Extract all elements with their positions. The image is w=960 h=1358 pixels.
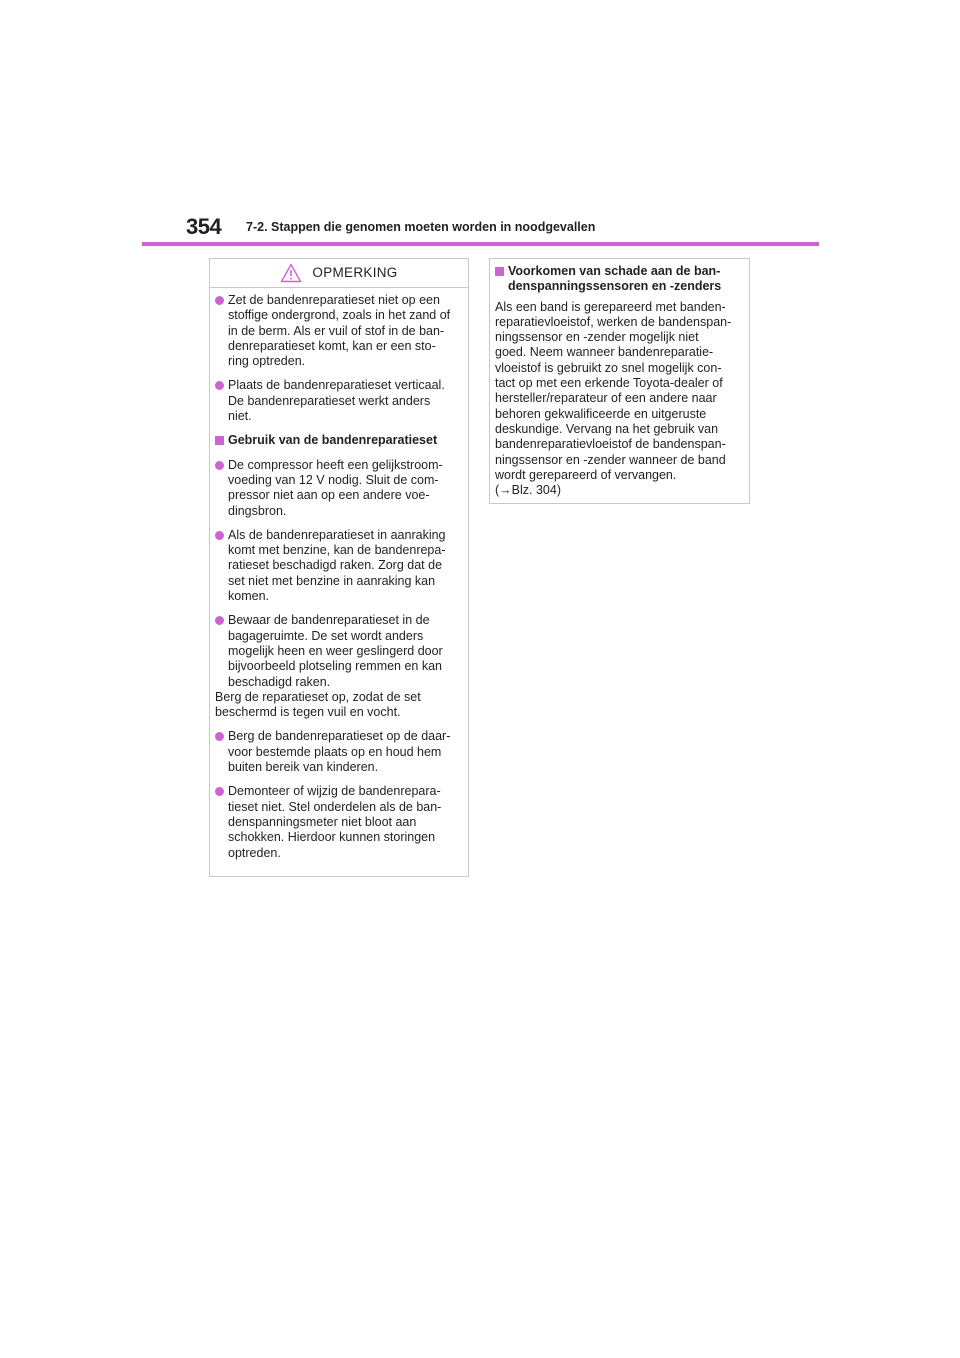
text-line: denreparatieset komt, kan er een sto-: [228, 338, 436, 353]
text-line: ningssensor en -zender mogelijk niet: [495, 330, 699, 345]
notice-bullet-item: [215, 729, 460, 775]
bullet-dot-icon: [215, 296, 224, 305]
text-line: ratieset beschadigd raken. Zorg dat de: [228, 558, 443, 573]
section-square-icon: [215, 436, 224, 445]
text-line: voor bestemde plaats op en houd hem: [228, 744, 442, 759]
text-line: Als een band is gerepareerd met banden-: [495, 299, 726, 314]
text-line: optreden.: [228, 845, 281, 860]
text-line: bijvoorbeeld plotseling remmen en kan: [228, 659, 443, 674]
text-line: De compressor heeft een gelijkstroom-: [228, 457, 443, 472]
text-line: pressor niet aan op een andere voe-: [228, 488, 430, 503]
text-line: Plaats de bandenreparatieset verticaal.: [228, 378, 445, 393]
bullet-dot-icon: [215, 531, 224, 540]
text-line: Berg de bandenreparatieset op de daar-: [228, 729, 451, 744]
text-line: Berg de reparatieset op, zodat de set: [215, 689, 421, 704]
text-line: in de berm. Als er vuil of stof in de ban-: [228, 323, 445, 338]
text-line: Gebruik van de bandenreparatieset: [228, 433, 438, 448]
notice-bullet-item: [215, 458, 460, 519]
text-line: Zet de bandenreparatieset niet op een: [228, 293, 440, 307]
notice-body: [210, 288, 468, 861]
text-line: bagageruimte. De set wordt anders: [228, 628, 424, 643]
text-line: goed. Neem wanneer bandenreparatie-: [495, 345, 714, 360]
text-line: behoren gekwalificeerde en uitgeruste: [495, 406, 707, 421]
notice-header: [210, 259, 468, 288]
info-body: [495, 300, 741, 499]
text-line: voeding van 12 V nodig. Sluit de com-: [228, 472, 439, 487]
bullet-dot-icon: [215, 616, 224, 625]
text-line: hersteller/reparateur of een andere naar: [495, 391, 717, 406]
notice-bullet-item: [215, 613, 460, 689]
text-line: ningssensor en -zender wanneer de band: [495, 452, 726, 467]
text-line: set niet met benzine in aanraking kan: [228, 573, 436, 588]
bullet-dot-icon: [215, 787, 224, 796]
text-line: komt met benzine, kan de bandenrepa-: [228, 543, 446, 558]
text-line: vloeistof is gebruikt zo snel mogelijk con-: [495, 360, 722, 375]
section-square-icon: [495, 267, 504, 276]
text-line: deskundige. Vervang na het gebruik van: [495, 421, 719, 436]
text-line: buiten bereik van kinderen.: [228, 760, 379, 775]
notice-subheading: [215, 433, 460, 448]
bullet-dot-icon: [215, 732, 224, 741]
text-line: De bandenreparatieset werkt anders: [228, 393, 431, 408]
text-line: tieset niet. Stel onderdelen als de ban-: [228, 799, 442, 814]
notice-bullet-item: [215, 528, 460, 604]
notice-paragraph: [215, 690, 460, 721]
bullet-dot-icon: [215, 461, 224, 470]
info-heading: [495, 264, 741, 295]
text-line: beschermd is tegen vuil en vocht.: [215, 705, 401, 720]
notice-title: OPMERKING: [312, 265, 398, 281]
text-line: Als de bandenreparatieset in aanraking: [228, 527, 446, 542]
text-line: ring optreden.: [228, 354, 306, 369]
info-heading-line: Voorkomen van schade aan de ban-: [508, 264, 721, 278]
text-line: schokken. Hierdoor kunnen storingen: [228, 830, 436, 845]
text-line: Demonteer of wijzig de bandenrepara-: [228, 784, 441, 799]
text-line: tact op met een erkende Toyota-dealer of: [495, 376, 723, 391]
info-heading-line: denspanningssensoren en -zenders: [508, 279, 722, 294]
warning-triangle-icon: [280, 263, 302, 283]
notice-bullet-item: [215, 378, 460, 424]
bullet-dot-icon: [215, 381, 224, 390]
info-box: [489, 258, 750, 504]
text-line: komen.: [228, 589, 269, 604]
text-line: bandenreparatievloeistof de bandenspan-: [495, 437, 726, 452]
notice-bullet-item: [215, 784, 460, 860]
text-line: (→Blz. 304): [495, 483, 561, 498]
header-rule: [142, 242, 819, 246]
text-line: Bewaar de bandenreparatieset in de: [228, 613, 430, 628]
page-number: 354: [186, 214, 222, 239]
text-line: beschadigd raken.: [228, 674, 331, 689]
text-line: mogelijk heen en weer geslingerd door: [228, 643, 443, 658]
section-title: 7-2. Stappen die genomen moeten worden in noodgevallen: [246, 220, 596, 234]
notice-box: [209, 258, 469, 877]
text-line: reparatievloeistof, werken de bandenspan-: [495, 314, 732, 329]
text-line: niet.: [228, 409, 252, 424]
text-line: stoffige ondergrond, zoals in het zand of: [228, 308, 451, 323]
text-line: wordt gerepareerd of vervangen.: [495, 467, 677, 482]
notice-bullet-item: [215, 293, 460, 369]
text-line: dingsbron.: [228, 503, 287, 518]
text-line: denspanningsmeter niet bloot aan: [228, 814, 417, 829]
